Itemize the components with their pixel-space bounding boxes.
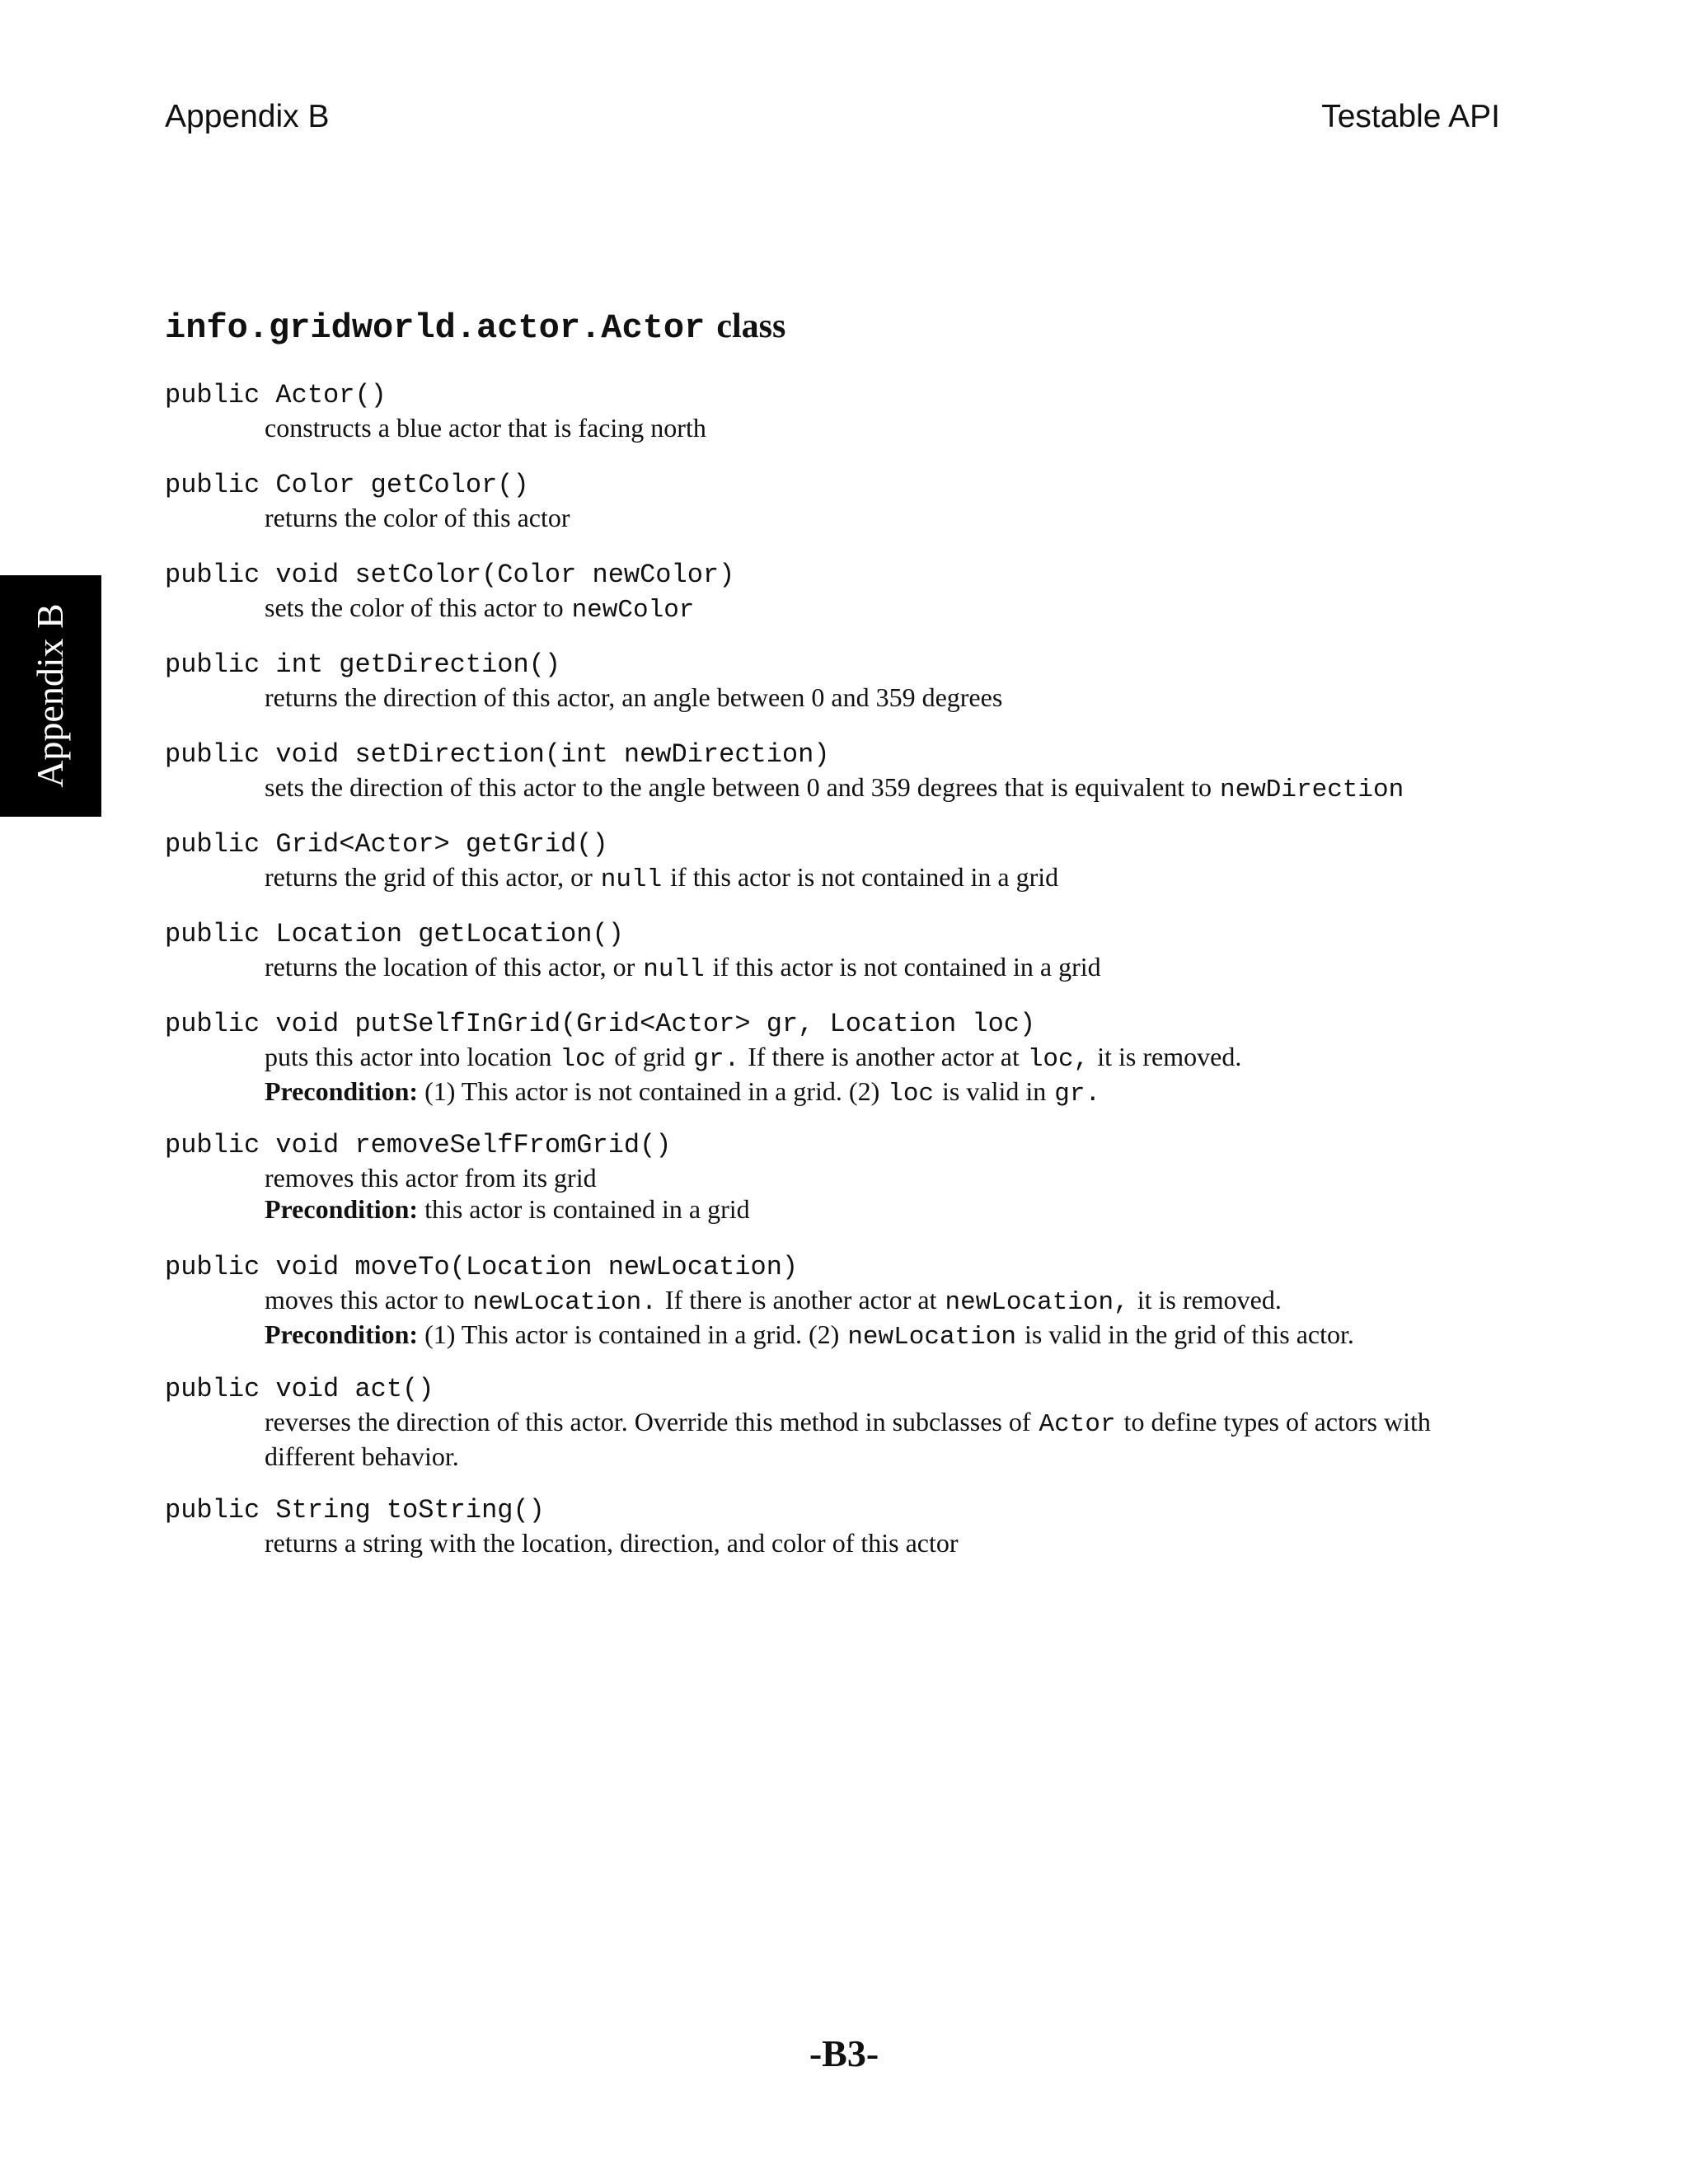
precondition-label: Precondition: — [265, 1076, 419, 1106]
description-text: returns the grid of this actor, or — [265, 862, 593, 892]
description-text: puts this actor into location — [265, 1042, 552, 1071]
method-description — [265, 861, 1517, 896]
precondition-label: Precondition: — [265, 1319, 419, 1349]
method-entry-get-location — [165, 920, 1517, 986]
precondition-text: this actor is contained in a grid — [424, 1194, 750, 1224]
description-text: sets the direction of this actor to the angle between 0 and 359 degrees that is equivalent to — [265, 772, 1212, 802]
method-entry-put-self-in-grid — [165, 1010, 1517, 1110]
method-description — [265, 1406, 1517, 1472]
class-name: info.gridworld.actor.Actor — [165, 308, 706, 348]
method-entry-actor-constructor — [165, 381, 1517, 443]
method-description — [265, 771, 1517, 806]
code-reference: null — [643, 955, 705, 984]
code-reference: gr. — [693, 1045, 740, 1074]
method-signature: public void moveTo(Location newLocation) — [165, 1252, 799, 1282]
method-signature: public Actor() — [165, 380, 387, 410]
code-reference: newColor — [571, 596, 695, 625]
description-text: of grid — [614, 1042, 686, 1071]
method-entry-get-direction — [165, 650, 1517, 713]
method-signature: public void removeSelfFromGrid() — [165, 1130, 672, 1160]
method-signature: public Color getColor() — [165, 470, 529, 500]
method-description — [265, 1041, 1517, 1076]
code-reference: gr. — [1054, 1080, 1101, 1108]
side-tab-label: Appendix B — [29, 603, 71, 788]
description-text: reverses the direction of this actor. Override this method in subclasses of — [265, 1407, 1031, 1436]
method-description: returns a string with the location, direction, and color of this actor — [265, 1528, 959, 1558]
method-signature: public void act() — [165, 1374, 434, 1404]
precondition-text: (1) This actor is not contained in a grid. (2) — [424, 1076, 880, 1106]
method-entry-act — [165, 1375, 1517, 1472]
method-precondition — [265, 1193, 1517, 1225]
code-reference: null — [600, 865, 663, 894]
method-entry-move-to — [165, 1253, 1517, 1353]
precondition-text: is valid in — [942, 1076, 1047, 1106]
method-signature: public Location getLocation() — [165, 919, 624, 949]
class-suffix: class — [716, 307, 786, 345]
code-reference: loc — [888, 1080, 935, 1108]
method-entry-remove-self-from-grid — [165, 1131, 1517, 1225]
description-text: to define types of actors with different behavior. — [265, 1407, 1431, 1471]
code-reference: newLocation. — [472, 1288, 657, 1317]
description-text: if this actor is not contained in a grid — [670, 862, 1059, 892]
precondition-text: (1) This actor is contained in a grid. (2) — [424, 1319, 840, 1349]
method-description: returns the direction of this actor, an angle between 0 and 359 degrees — [265, 682, 1003, 712]
method-description: constructs a blue actor that is facing north — [265, 413, 706, 443]
method-description — [265, 951, 1517, 986]
running-header-right: Testable API — [1321, 99, 1500, 134]
method-signature: public void setColor(Color newColor) — [165, 560, 735, 590]
method-description — [265, 1284, 1517, 1319]
precondition-text: is valid in the grid of this actor. — [1024, 1319, 1354, 1349]
description-text: it is removed. — [1097, 1042, 1242, 1071]
method-signature: public void putSelfInGrid(Grid<Actor> gr, Location loc) — [165, 1009, 1036, 1039]
method-entry-set-direction — [165, 740, 1517, 806]
code-reference: newDirection — [1219, 776, 1404, 804]
method-entry-to-string — [165, 1496, 1517, 1558]
precondition-label: Precondition: — [265, 1194, 419, 1224]
code-reference: newLocation — [847, 1323, 1016, 1352]
description-text: sets the color of this actor to — [265, 593, 564, 622]
description-text: returns the location of this actor, or — [265, 952, 635, 982]
method-entry-set-color — [165, 560, 1517, 626]
method-description: removes this actor from its grid — [265, 1163, 597, 1193]
method-entry-get-grid — [165, 830, 1517, 896]
description-text: if this actor is not contained in a grid — [712, 952, 1101, 982]
description-text: moves this actor to — [265, 1285, 465, 1315]
code-reference: loc, — [1027, 1045, 1090, 1074]
method-signature: public String toString() — [165, 1495, 545, 1526]
appendix-side-tab — [0, 575, 101, 817]
description-text: If there is another actor at — [748, 1042, 1020, 1071]
method-signature: public int getDirection() — [165, 649, 561, 680]
method-precondition — [265, 1076, 1517, 1110]
method-entry-get-color — [165, 471, 1517, 533]
description-text: it is removed. — [1137, 1285, 1282, 1315]
method-description: returns the color of this actor — [265, 503, 570, 532]
class-title — [165, 303, 785, 351]
description-text: If there is another actor at — [664, 1285, 937, 1315]
method-description — [265, 592, 1517, 626]
method-precondition — [265, 1319, 1517, 1353]
page-number: -B3- — [809, 2032, 879, 2074]
method-signature: public Grid<Actor> getGrid() — [165, 829, 608, 860]
code-reference: newLocation, — [945, 1288, 1129, 1317]
running-header-left: Appendix B — [165, 99, 330, 134]
code-reference: loc — [560, 1045, 607, 1074]
code-reference: Actor — [1039, 1410, 1116, 1439]
method-signature: public void setDirection(int newDirection) — [165, 739, 830, 770]
